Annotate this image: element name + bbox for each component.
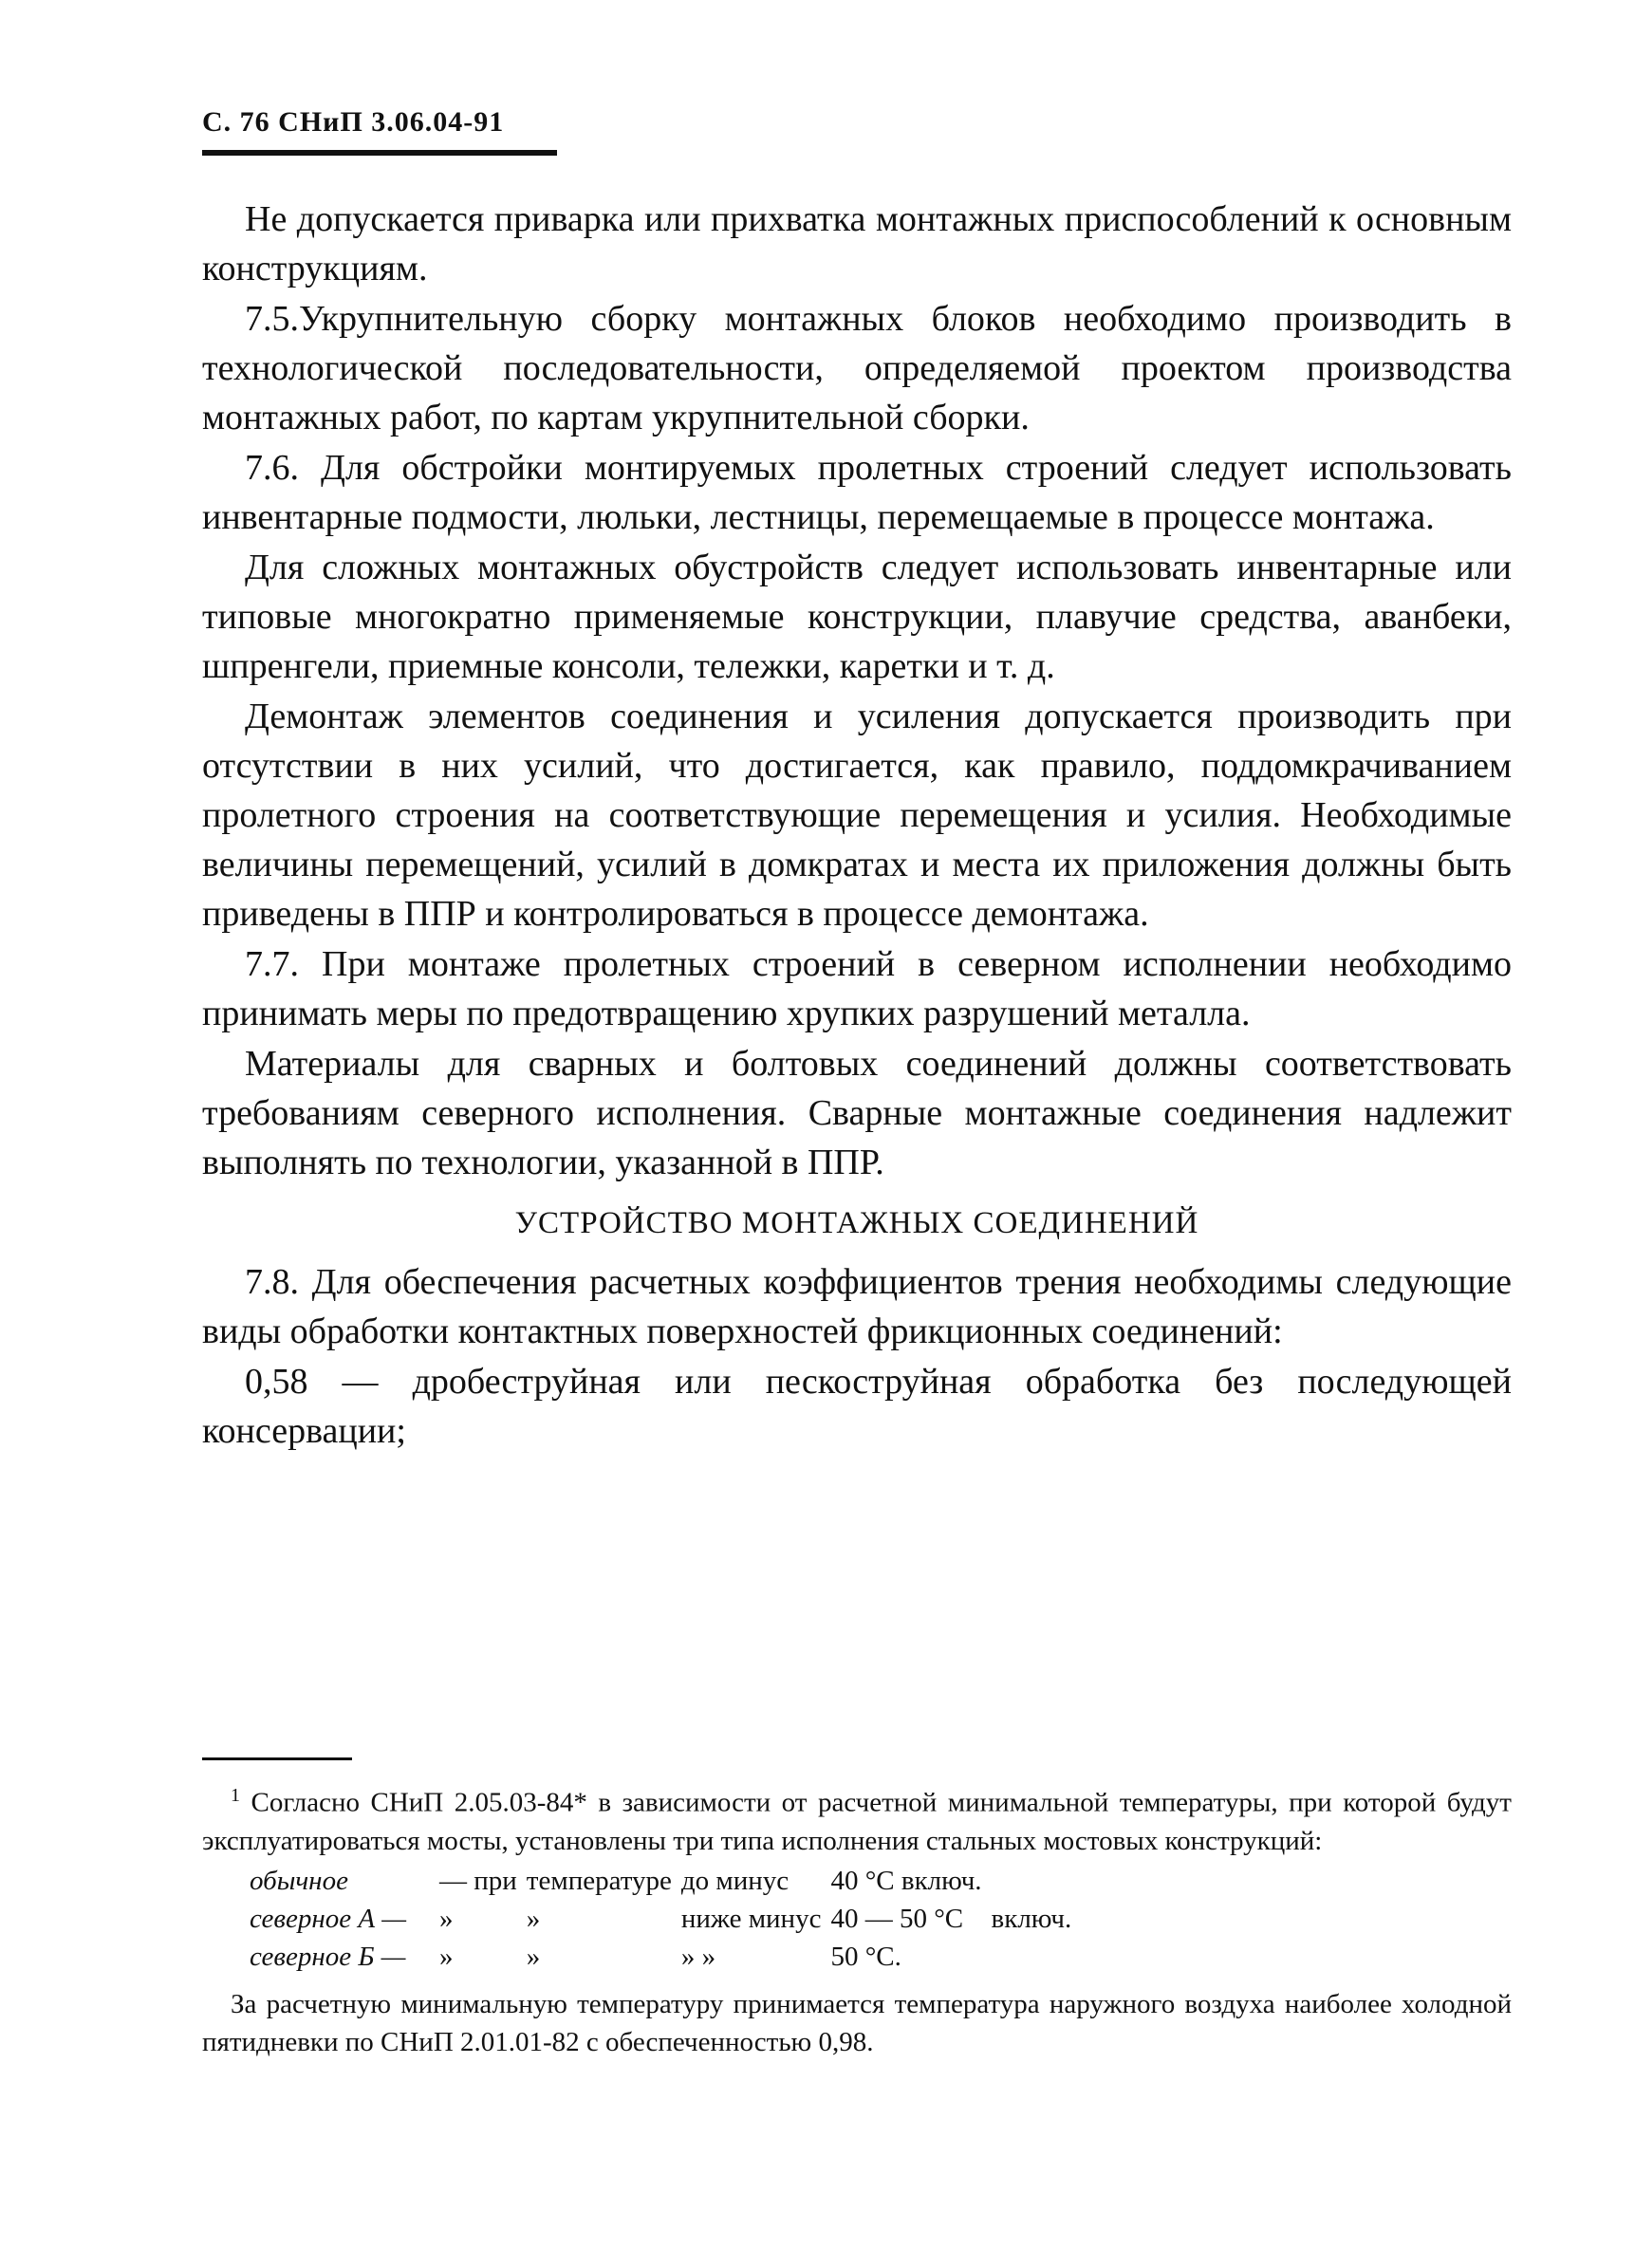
footnote-note: За расчетную минимальную температуру принимается температура наружного воздуха наиболее холодной пятидневки по СНиП 2.01.01-82 с обеспеченностью 0,98. [202,1988,1512,2057]
page-header: С. 76 СНиП 3.06.04-91 [202,106,505,138]
paragraph: Не допускается приварка или прихватка монтажных приспособлений к основным конструкциям. [202,199,1512,288]
table-cell: » [439,1941,454,1972]
paragraph-7-5: 7.5.Укрупнительную сборку монтажных блоков необходимо производить в технологической последовательности, определяемой проектом производства монтажных работ, по картам укрупнительной сборки. [202,299,1512,437]
table-cell: — при [439,1865,517,1896]
table-row [250,1900,1081,1938]
table-cell: » » [680,1941,716,1972]
table-cell [992,1938,1082,1976]
table-row [250,1938,1081,1976]
table-cell: температуре [526,1865,672,1896]
table-cell: » [439,1903,454,1934]
section-heading: УСТРОЙСТВО МОНТАЖНЫХ СОЕДИНЕНИЙ [514,1206,1199,1240]
footnote-table [250,1862,1081,1976]
table-cell: обычное [250,1865,348,1896]
footnote-marker: 1 [231,1785,240,1806]
footnote-1 [202,1776,1512,1860]
table-cell: 50 °С. [830,1941,901,1972]
footnotes [202,1776,1512,2061]
paragraph-7-8: 7.8. Для обеспечения расчетных коэффициентов трения необходимы следующие виды обработки контактных поверхностей фрикционных соединений: [202,1262,1512,1351]
paragraph-7-7: 7.7. При монтаже пролетных строений в северном исполнении необходимо принимать меры по предотвращению хрупких разрушений металла. [202,944,1512,1033]
table-cell: до минус [680,1865,790,1896]
table-cell: » [526,1941,541,1972]
footnote-text: Согласно СНиП 2.05.03-84* в зависимости от расчетной минимальной температуры, при которой будут эксплуатироваться мосты, установлены три типа исполнения стальных мостовых конструкций: [202,1787,1512,1856]
paragraph-list-item: 0,58 — дробеструйная или пескоструйная обработка без последующей консервации; [202,1362,1512,1451]
table-row [250,1862,1081,1900]
table-cell: » [526,1903,541,1934]
paragraph: Демонтаж элементов соединения и усиления допускается производить при отсутствии в них усилий, что достигается, как правило, поддомкрачиванием пролетного строения на соответствующие перемещения и усилия. Необходимые величины перемещений, усилий в домкратах и места их приложения должны быть приведены в ППР и контролироваться в процессе демонтажа. [202,697,1512,934]
table-cell: 40 — 50 °С [830,1903,964,1934]
table-cell: северное А — [250,1903,407,1934]
table-cell: ниже минус [680,1903,822,1934]
paragraph: Материалы для сварных и болтовых соединений должны соответствовать требованиям северного исполнения. Сварные монтажные соединения надлежит выполнять по технологии, указанной в ППР. [202,1044,1512,1182]
table-cell [992,1862,1082,1900]
table-cell: северное Б — [250,1941,406,1972]
main-text [202,195,1512,1457]
table-cell: 40 °С включ. [830,1865,982,1896]
paragraph: Для сложных монтажных обустройств следует использовать инвентарные или типовые многократно применяемые конструкции, плавучие средства, аванбеки, шпренгели, приемные консоли, тележки, каретки и т. д. [202,548,1512,686]
table-cell: включ. [991,1903,1072,1934]
paragraph-7-6: 7.6. Для обстройки монтируемых пролетных строений следует использовать инвентарные подмости, люльки, лестницы, перемещаемые в процессе монтажа. [202,448,1512,537]
header-underline [202,150,557,156]
footnote-divider [202,1757,352,1760]
